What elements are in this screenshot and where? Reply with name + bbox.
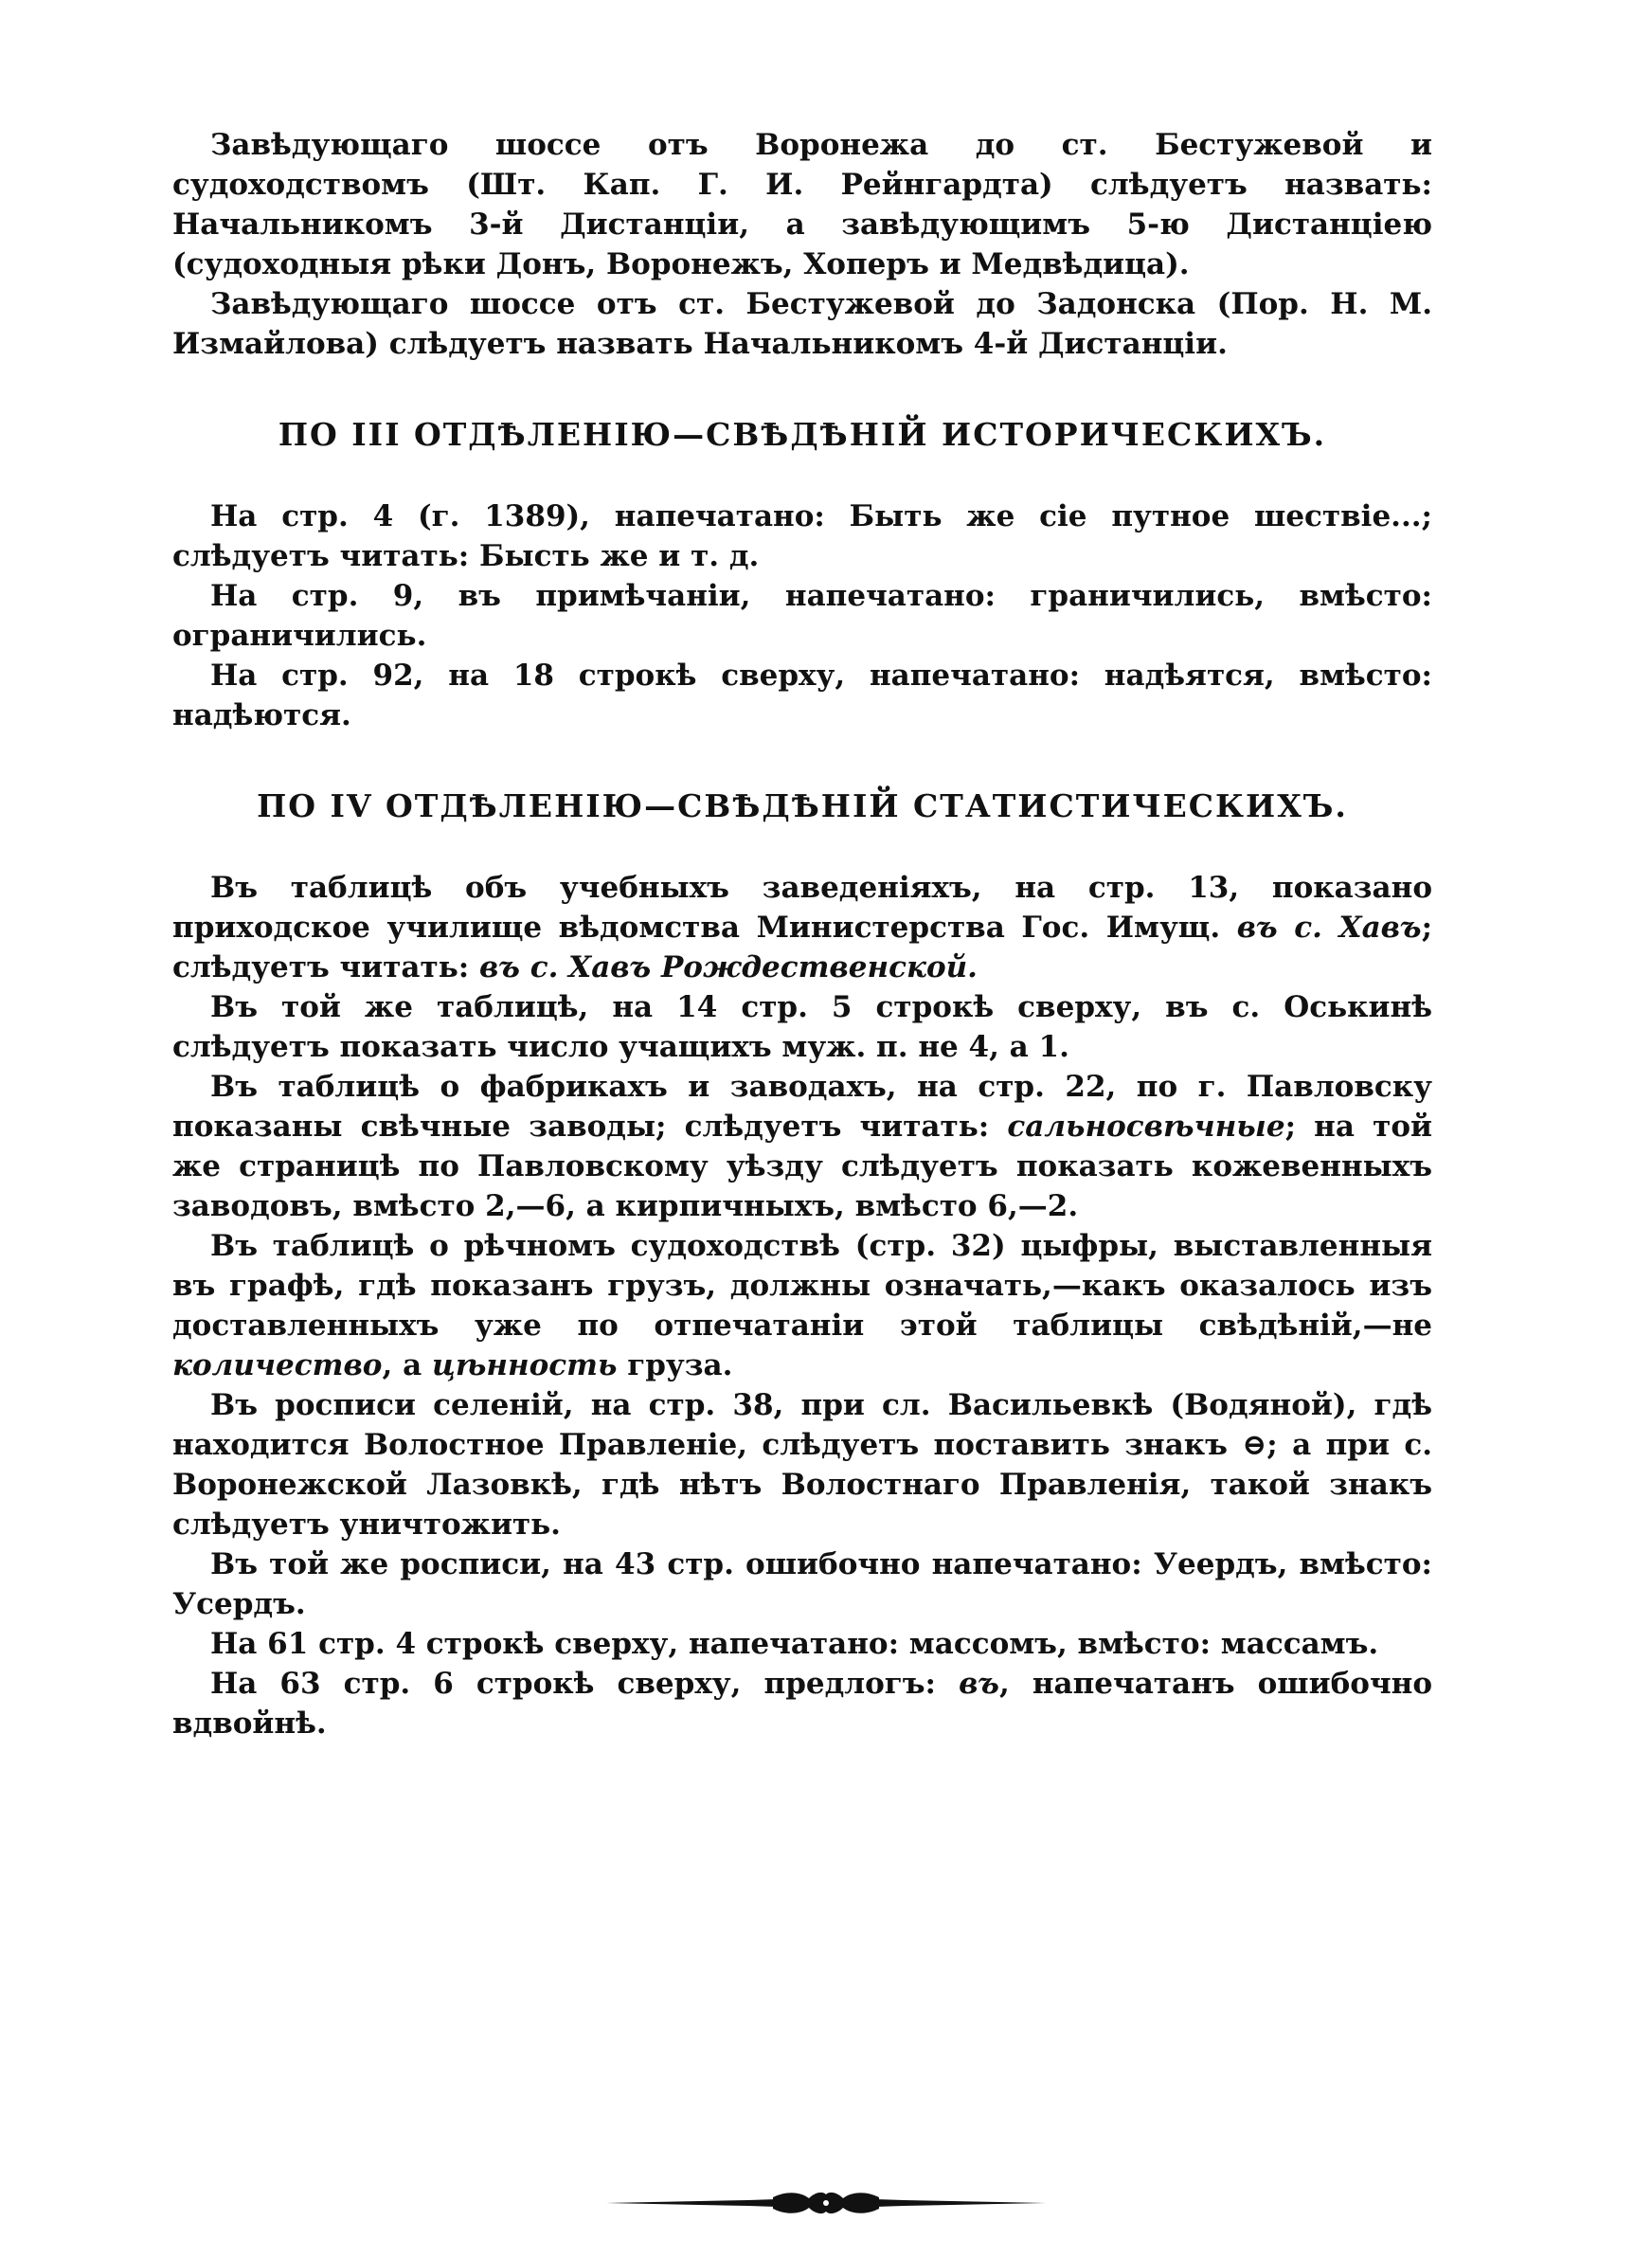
paragraph-iii-3: На стр. 92, на 18 строкѣ сверху, напечатано: надѣятся, вмѣсто: надѣются. [172, 659, 1432, 732]
ornament-right-taper [875, 2199, 1046, 2207]
paragraph-iv-1-italic-d: въ с. Хавъ Рождественской. [479, 950, 978, 984]
paragraph-iv-3-italic-b: сальносвѣчные [1007, 1110, 1285, 1144]
paragraph-iv-4-text-c: , а [382, 1348, 422, 1382]
errata-text-block [172, 125, 1432, 1743]
paragraph-iv-1-text-a: Въ таблицѣ объ учебныхъ заведеніяхъ, на стр. 13, показано приходское училище вѣдомства Министерства Гос. Имущ. [172, 871, 1432, 945]
paragraph-iv-4-italic-d: цѣнность [431, 1348, 618, 1382]
paragraph-iv-4-text-a: Въ таблицѣ о рѣчномъ судоходствѣ (стр. 32) цыфры, выставленныя въ графѣ, гдѣ показанъ грузъ, должны означать,—какъ оказалось изъ доставленныхъ уже по отпечатаніи этой таблицы свѣдѣній,—не [172, 1229, 1432, 1343]
paragraph-iv-3-text-a: Въ таблицѣ о фабрикахъ и заводахъ, на стр. 22, по г. Павловску показаны свѣчные заводы; слѣдуетъ читать: [172, 1070, 1432, 1144]
paragraph-iv-4 [172, 1226, 1432, 1385]
paragraph-iv-6: Въ той же росписи, на 43 стр. ошибочно напечатано: Уеердъ, вмѣсто: Усердъ. [172, 1547, 1432, 1621]
paragraph-road-chief-2: Завѣдующаго шоссе отъ ст. Бестужевой до Задонска (Пор. Н. М. Измайлова) слѣдуетъ назвать Начальникомъ 4-й Дистанціи. [172, 287, 1432, 361]
ornamental-rule-icon [606, 2189, 1046, 2217]
paragraph-road-chief-1: Завѣдующаго шоссе отъ Воронежа до ст. Бестужевой и судоходствомъ (Шт. Кап. Г. И. Рейнгардта) слѣдуетъ назвать: Начальникомъ 3-й Дистанціи, а завѣдующимъ 5-ю Дистанціею (судоходныя рѣки Донъ, Воронежъ, Хоперъ и Медвѣдица). [172, 128, 1432, 281]
paragraph-iv-1-text-c: ; слѣдуетъ читать: [172, 911, 1433, 984]
paragraph-iv-8-italic-b: въ [959, 1667, 999, 1701]
paragraph-iv-1-italic-b: въ с. Хавъ [1236, 911, 1422, 945]
ornament-left-taper [606, 2199, 777, 2207]
paragraph-iv-8 [172, 1664, 1432, 1743]
paragraph-iv-1 [172, 868, 1432, 987]
paragraph-iv-3-text-c: ; на той же страницѣ по Павловскому уѣзду слѣдуетъ показать кожевенныхъ заводовъ, вмѣсто 2,—6, а кирпичныхъ, вмѣсто 6,—2. [172, 1110, 1432, 1223]
paragraph-iv-4-italic-b: количество [172, 1348, 383, 1382]
ornament-center-dot [823, 2200, 829, 2206]
paragraph-iv-5: Въ росписи селеній, на стр. 38, при сл. Васильевкѣ (Водяной), гдѣ находится Волостное Правленіе, слѣдуетъ поставить знакъ ⊖; а при с. Воронежской Лазовкѣ, гдѣ нѣтъ Волостнаго Правленія, такой знакъ слѣдуетъ уничтожить. [172, 1388, 1432, 1542]
paragraph-iii-1: На стр. 4 (г. 1389), напечатано: Быть же сіе путное шествіе...; слѣдуетъ читать: Бысть же и т. д. [172, 499, 1432, 573]
paragraph-iv-3 [172, 1067, 1432, 1226]
section-iii-heading: ПО III ОТДѢЛЕНІЮ—СВѢДѢНІЙ ИСТОРИЧЕСКИХЪ. [278, 416, 1327, 453]
paragraph-iv-8-text-a: На 63 стр. 6 строкѣ сверху, предлогъ: [210, 1667, 937, 1701]
paragraph-iv-8-text-c: , напечатанъ ошибочно вдвойнѣ. [172, 1667, 1433, 1741]
paragraph-iv-4-text-e: груза. [627, 1348, 733, 1382]
paragraph-iv-7: На 61 стр. 4 строкѣ сверху, напечатано: массомъ, вмѣсто: массамъ. [210, 1627, 1379, 1661]
paragraph-iii-2: На стр. 9, въ примѣчаніи, напечатано: граничились, вмѣсто: ограничились. [172, 579, 1432, 653]
section-iv-heading: ПО IV ОТДѢЛЕНІЮ—СВѢДѢНІЙ СТАТИСТИЧЕСКИХЪ. [257, 787, 1348, 824]
paragraph-iv-2: Въ той же таблицѣ, на 14 стр. 5 строкѣ сверху, въ с. Оськинѣ слѣдуетъ показать число учащихъ муж. п. не 4, а 1. [172, 990, 1432, 1064]
